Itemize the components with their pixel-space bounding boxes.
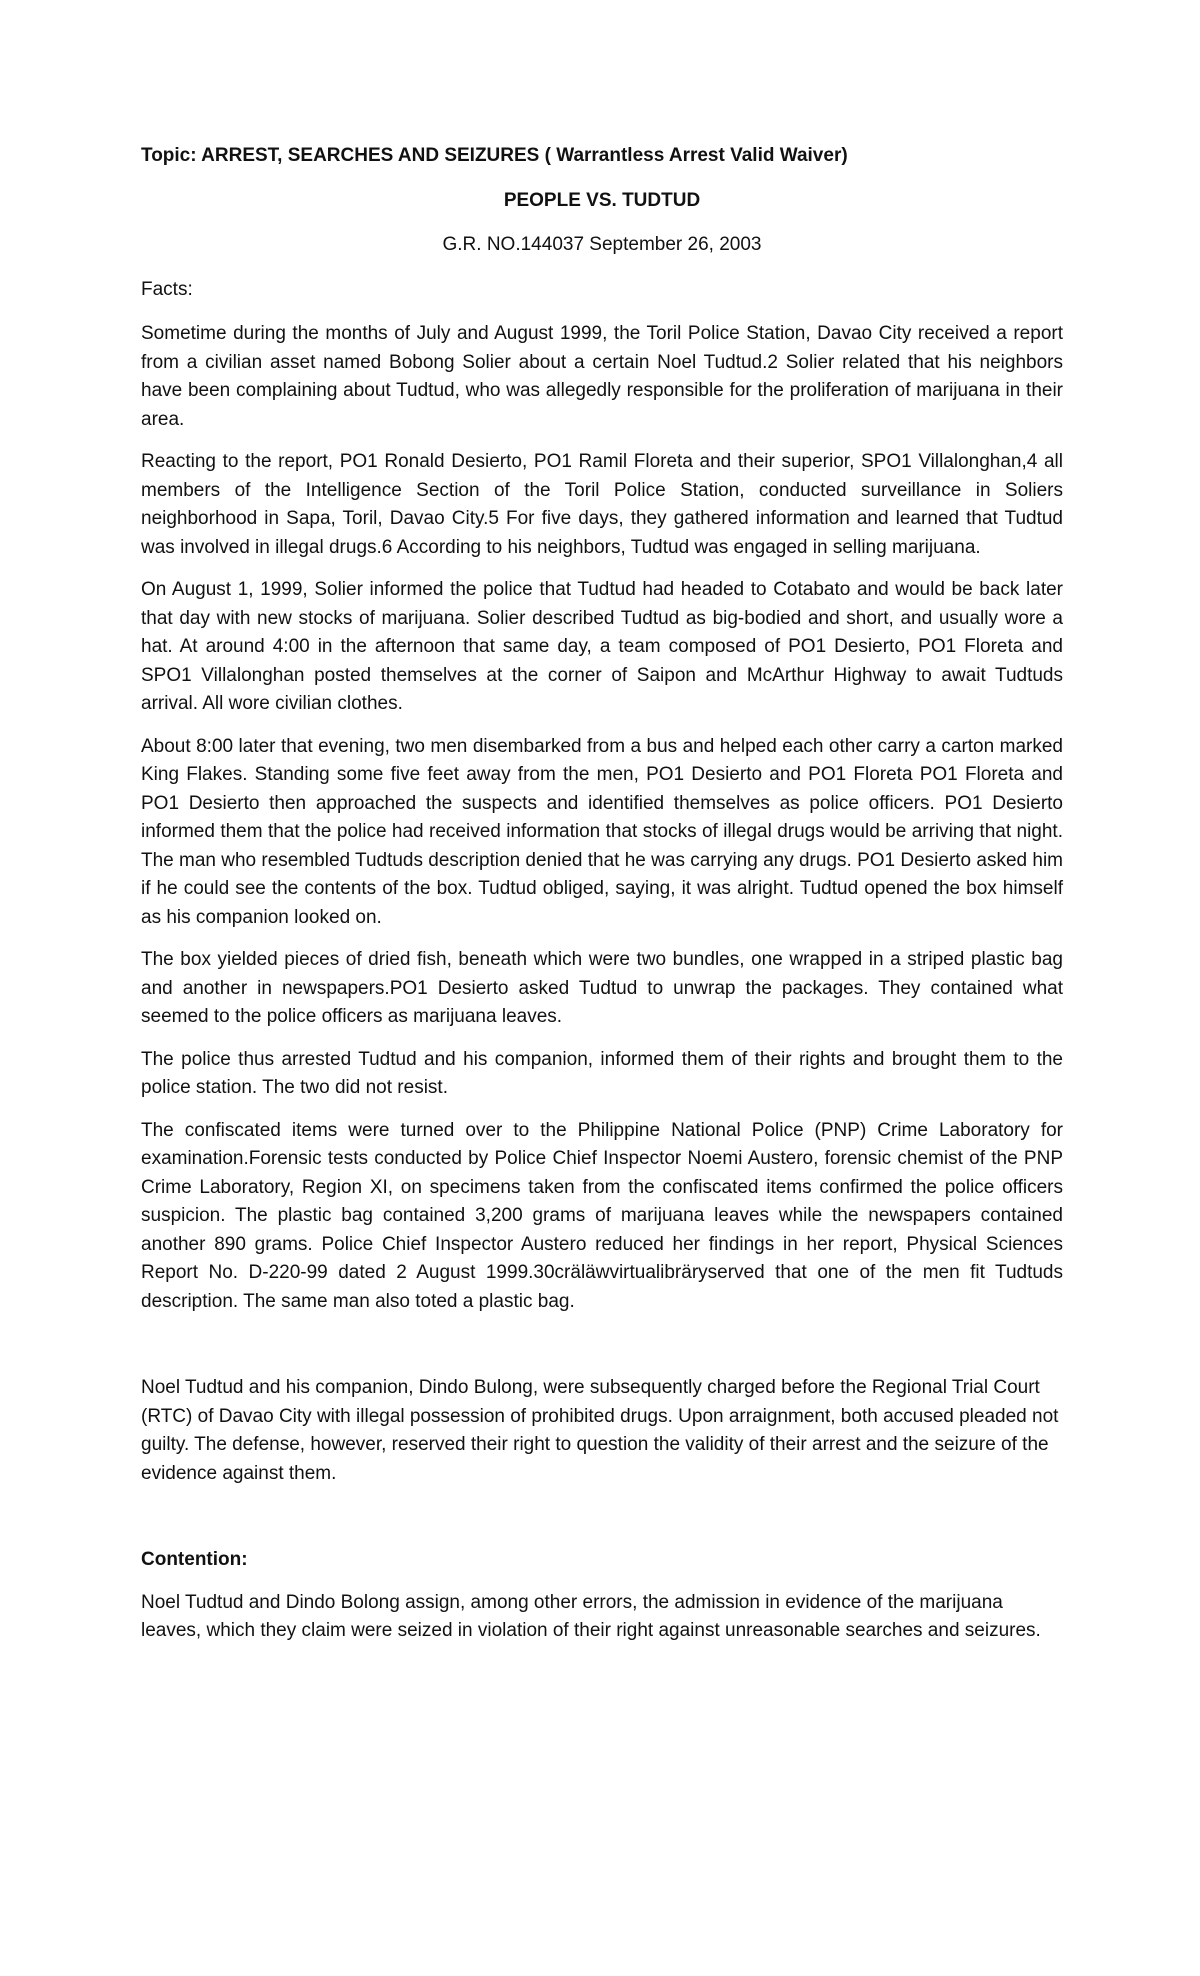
section-spacer <box>141 1330 1063 1374</box>
case-title: PEOPLE VS. TUDTUD <box>503 189 701 211</box>
facts-paragraph-2: Reacting to the report, PO1 Ronald Desierto, PO1 Ramil Floreta and their superior, SPO1 Villalonghan,4 all members of the Intelligence Section of the Toril Police Station, conducted surveillance in Soliers neighborhood in Sapa, Toril, Davao City.5 For five days, they gathered information and learned that Tudtud was involved in illegal drugs.6 According to his neighbors, Tudtud was engaged in selling marijuana. <box>141 451 1063 558</box>
facts-label: Facts: <box>141 278 193 300</box>
section-spacer <box>141 1502 1063 1546</box>
contention-paragraph: Noel Tudtud and Dindo Bolong assign, among other errors, the admission in evidence of the marijuana leaves, which they claim were seized in violation of their right against unreasonable searches and seizures. <box>141 1591 1041 1641</box>
facts-paragraph-3: On August 1, 1999, Solier informed the police that Tudtud had headed to Cotabato and would be back later that day with new stocks of marijuana. Solier described Tudtud as big-bodied and short, and usually wore a hat. At around 4:00 in the afternoon that same day, a team composed of PO1 Desierto, PO1 Floreta and SPO1 Villalonghan posted themselves at the corner of Saipon and McArthur Highway to await Tudtuds arrival. All wore civilian clothes. <box>141 579 1063 714</box>
case-number: G.R. NO.144037 September 26, 2003 <box>442 234 762 255</box>
document-body <box>141 142 1063 1660</box>
facts-paragraph-6: The police thus arrested Tudtud and his companion, informed them of their rights and brought them to the police station. The two did not resist. <box>141 1048 1063 1098</box>
facts-paragraph-7: The confiscated items were turned over to the Philippine National Police (PNP) Crime Laboratory for examination.Forensic tests conducted by Police Chief Inspector Noemi Austero, forensic chemist of the PNP Crime Laboratory, Region XI, on specimens taken from the confiscated items confirmed the police officers suspicion. The plastic bag contained 3,200 grams of marijuana leaves while the newspapers contained another 890 grams. Police Chief Inspector Austero reduced her findings in her report, Physical Sciences Report No. D-220-99 dated 2 August 1999.30cräläwvirtualibräryserved that one of the men fit Tudtuds description. The same man also toted a plastic bag. <box>141 1119 1063 1312</box>
facts-paragraph-5: The box yielded pieces of dried fish, beneath which were two bundles, one wrapped in a striped plastic bag and another in newspapers.PO1 Desierto asked Tudtud to unwrap the packages. They contained what seemed to the police officers as marijuana leaves. <box>141 949 1063 1027</box>
facts-paragraph-1: Sometime during the months of July and August 1999, the Toril Police Station, Davao City received a report from a civilian asset named Bobong Solier about a certain Noel Tudtud.2 Solier related that his neighbors have been complaining about Tudtud, who was allegedly responsible for the proliferation of marijuana in their area. <box>141 323 1063 430</box>
topic-line: Topic: ARREST, SEARCHES AND SEIZURES ( Warrantless Arrest Valid Waiver) <box>141 145 848 166</box>
contention-heading: Contention: <box>141 1549 248 1570</box>
charge-paragraph: Noel Tudtud and his companion, Dindo Bulong, were subsequently charged before the Regional Trial Court (RTC) of Davao City with illegal possession of prohibited drugs. Upon arraignment, both accused pleaded not guilty. The defense, however, reserved their right to question the validity of their arrest and the seizure of the evidence against them. <box>141 1377 1059 1484</box>
facts-paragraph-4: About 8:00 later that evening, two men disembarked from a bus and helped each other carry a carton marked King Flakes. Standing some five feet away from the men, PO1 Desierto and PO1 Floreta PO1 Floreta and PO1 Desierto then approached the suspects and identified themselves as police officers. PO1 Desierto informed them that the police had received information that stocks of illegal drugs would be arriving that night. The man who resembled Tudtuds description denied that he was carrying any drugs. PO1 Desierto asked him if he could see the contents of the box. Tudtud obliged, saying, it was alright. Tudtud opened the box himself as his companion looked on. <box>141 735 1063 928</box>
